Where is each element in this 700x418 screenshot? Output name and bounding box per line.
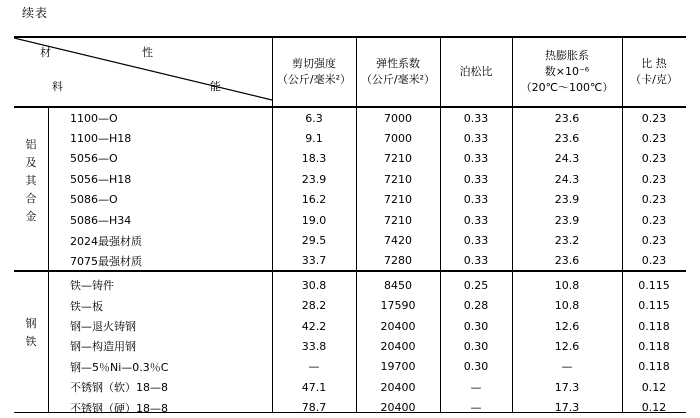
table-body — [14, 108, 686, 418]
cell-thermal-expansion: 23.6 — [554, 132, 580, 146]
table-row — [14, 336, 686, 356]
group-steel — [14, 275, 686, 418]
table-row — [14, 296, 686, 316]
cell-elastic-modulus: 8450 — [384, 278, 412, 292]
cell-specific-heat: 0.23 — [641, 254, 667, 268]
continued-label: 续表 — [22, 6, 49, 20]
cell-specific-heat: 0.118 — [638, 360, 670, 374]
cell-elastic-modulus: 20400 — [380, 401, 416, 415]
cell-thermal-expansion: 23.9 — [554, 213, 580, 227]
cell-thermal-expansion: 17.3 — [554, 380, 580, 394]
table-row — [14, 210, 686, 230]
cell-specific-heat: 0.23 — [641, 152, 667, 166]
header-shear-strength-line2: （公斤/毫米²） — [276, 73, 352, 86]
cell-poisson-ratio: 0.30 — [463, 339, 489, 353]
cell-specific-heat: 0.12 — [641, 401, 667, 415]
cell-material-name: 铁—板 — [70, 299, 103, 313]
cell-poisson-ratio: — — [470, 401, 482, 415]
group-label-char: 其 — [25, 174, 37, 187]
cell-specific-heat: 0.118 — [638, 319, 670, 333]
header-specific-heat — [622, 38, 686, 106]
cell-poisson-ratio: 0.33 — [463, 132, 489, 146]
table-header-row — [14, 38, 686, 106]
cell-shear-strength: 78.7 — [301, 401, 327, 415]
cell-poisson-ratio: 0.33 — [463, 254, 489, 268]
cell-material-name: 不锈钢（软）18—8 — [70, 381, 168, 395]
cell-shear-strength: 42.2 — [301, 319, 327, 333]
cell-poisson-ratio: 0.33 — [463, 172, 489, 186]
header-elastic-modulus-line2: （公斤/毫米²） — [360, 73, 436, 86]
cell-elastic-modulus: 7210 — [384, 172, 412, 186]
cell-elastic-modulus: 17590 — [380, 299, 416, 313]
cell-elastic-modulus: 7280 — [384, 254, 412, 268]
header-specific-heat-line2: （卡/克） — [630, 73, 678, 86]
cell-thermal-expansion: 24.3 — [554, 152, 580, 166]
cell-shear-strength: 6.3 — [305, 111, 323, 125]
cell-material-name: 钢—5％Ni—0.3％C — [70, 360, 169, 374]
cell-poisson-ratio: 0.28 — [463, 299, 489, 313]
cell-elastic-modulus: 7210 — [384, 152, 412, 166]
cell-poisson-ratio: 0.33 — [463, 111, 489, 125]
cell-elastic-modulus: 7210 — [384, 213, 412, 227]
cell-shear-strength: 19.0 — [301, 213, 327, 227]
corner-label-property-2: 能 — [210, 80, 222, 93]
cell-material-name: 5086—O — [70, 193, 118, 207]
group-label-char: 合 — [25, 192, 37, 205]
cell-thermal-expansion: 24.3 — [554, 172, 580, 186]
cell-shear-strength: 29.5 — [301, 234, 327, 248]
cell-shear-strength: 33.7 — [301, 254, 327, 268]
corner-label-material-2: 料 — [52, 80, 64, 93]
group-label-char: 铁 — [25, 335, 37, 349]
cell-thermal-expansion: 12.6 — [554, 319, 580, 333]
cell-thermal-expansion: 10.8 — [554, 278, 580, 292]
header-poisson-ratio-line1: 泊松比 — [459, 65, 493, 78]
cell-material-name: 不锈钢（硬）18—8 — [70, 401, 168, 415]
table-row — [14, 251, 686, 271]
cell-shear-strength: 16.2 — [301, 193, 327, 207]
header-thermal-expansion-line1: 热膨胀系 — [545, 49, 589, 62]
corner-label-property-1: 性 — [142, 46, 154, 59]
header-elastic-modulus — [356, 38, 440, 106]
header-shear-strength — [272, 38, 356, 106]
cell-material-name: 2024最强材质 — [70, 234, 142, 248]
cell-specific-heat: 0.12 — [641, 380, 667, 394]
cell-specific-heat: 0.23 — [641, 111, 667, 125]
cell-poisson-ratio: — — [470, 380, 482, 394]
cell-shear-strength: 18.3 — [301, 152, 327, 166]
cell-material-name: 铁—铸件 — [70, 279, 114, 293]
table-row — [14, 108, 686, 128]
cell-poisson-ratio: 0.33 — [463, 234, 489, 248]
cell-poisson-ratio: 0.33 — [463, 213, 489, 227]
cell-specific-heat: 0.23 — [641, 193, 667, 207]
table-row — [14, 377, 686, 397]
cell-elastic-modulus: 20400 — [380, 319, 416, 333]
group-aluminium — [14, 108, 686, 271]
cell-shear-strength: 9.1 — [305, 132, 323, 146]
cell-thermal-expansion: 17.3 — [554, 401, 580, 415]
cell-poisson-ratio: 0.25 — [463, 278, 489, 292]
cell-material-name: 5056—O — [70, 152, 118, 166]
header-elastic-modulus-line1: 弹性系数 — [376, 57, 420, 70]
group-label-char: 铝 — [25, 138, 37, 151]
table-row — [14, 230, 686, 250]
cell-material-name: 5086—H34 — [70, 213, 132, 227]
cell-material-name: 钢—退火铸钢 — [70, 320, 136, 334]
table-row — [14, 316, 686, 336]
cell-elastic-modulus: 20400 — [380, 339, 416, 353]
header-thermal-expansion — [512, 38, 622, 106]
cell-shear-strength: 33.8 — [301, 339, 327, 353]
cell-shear-strength: — — [308, 360, 320, 374]
cell-shear-strength: 47.1 — [301, 380, 327, 394]
header-thermal-expansion-line3: （20℃～100℃） — [520, 81, 614, 94]
cell-thermal-expansion: 12.6 — [554, 339, 580, 353]
cell-specific-heat: 0.23 — [641, 132, 667, 146]
cell-elastic-modulus: 7000 — [384, 132, 412, 146]
cell-specific-heat: 0.115 — [638, 278, 670, 292]
cell-elastic-modulus: 7210 — [384, 193, 412, 207]
cell-thermal-expansion: 23.6 — [554, 254, 580, 268]
group-rows-aluminium — [14, 108, 686, 271]
cell-elastic-modulus: 19700 — [380, 360, 416, 374]
cell-specific-heat: 0.115 — [638, 299, 670, 313]
corner-label-material-1: 材 — [40, 46, 52, 59]
cell-thermal-expansion: 23.9 — [554, 193, 580, 207]
cell-specific-heat: 0.23 — [641, 234, 667, 248]
table-row — [14, 397, 686, 417]
cell-poisson-ratio: 0.30 — [463, 319, 489, 333]
cell-specific-heat: 0.23 — [641, 172, 667, 186]
header-poisson-ratio — [440, 38, 512, 106]
table-row — [14, 190, 686, 210]
cell-material-name: 1100—O — [70, 111, 118, 125]
header-thermal-expansion-line2: 数×10⁻⁶ — [544, 65, 590, 78]
cell-poisson-ratio: 0.33 — [463, 152, 489, 166]
cell-material-name: 7075最强材质 — [70, 254, 142, 268]
cell-material-name: 5056—H18 — [70, 172, 132, 186]
group-rows-steel — [14, 275, 686, 418]
group-label-char: 钢 — [25, 317, 37, 331]
cell-poisson-ratio: 0.33 — [463, 193, 489, 207]
cell-material-name: 1100—H18 — [70, 132, 132, 146]
table-row — [14, 169, 686, 189]
cell-shear-strength: 30.8 — [301, 278, 327, 292]
table-row — [14, 128, 686, 148]
header-specific-heat-line1: 比 热 — [641, 57, 667, 70]
header-shear-strength-line1: 剪切强度 — [292, 57, 336, 70]
table-row — [14, 275, 686, 295]
cell-thermal-expansion: 23.2 — [554, 234, 580, 248]
cell-thermal-expansion: — — [561, 360, 573, 374]
table-row — [14, 149, 686, 169]
cell-elastic-modulus: 7000 — [384, 111, 412, 125]
cell-elastic-modulus: 7420 — [384, 234, 412, 248]
cell-material-name: 钢—构造用钢 — [70, 340, 136, 354]
group-label-char: 金 — [25, 210, 37, 223]
group-label-char: 及 — [25, 156, 37, 169]
table-row — [14, 357, 686, 377]
cell-poisson-ratio: 0.30 — [463, 360, 489, 374]
cell-shear-strength: 28.2 — [301, 299, 327, 313]
cell-shear-strength: 23.9 — [301, 172, 327, 186]
cell-thermal-expansion: 10.8 — [554, 299, 580, 313]
cell-elastic-modulus: 20400 — [380, 380, 416, 394]
cell-thermal-expansion: 23.6 — [554, 111, 580, 125]
cell-specific-heat: 0.23 — [641, 213, 667, 227]
cell-specific-heat: 0.118 — [638, 339, 670, 353]
